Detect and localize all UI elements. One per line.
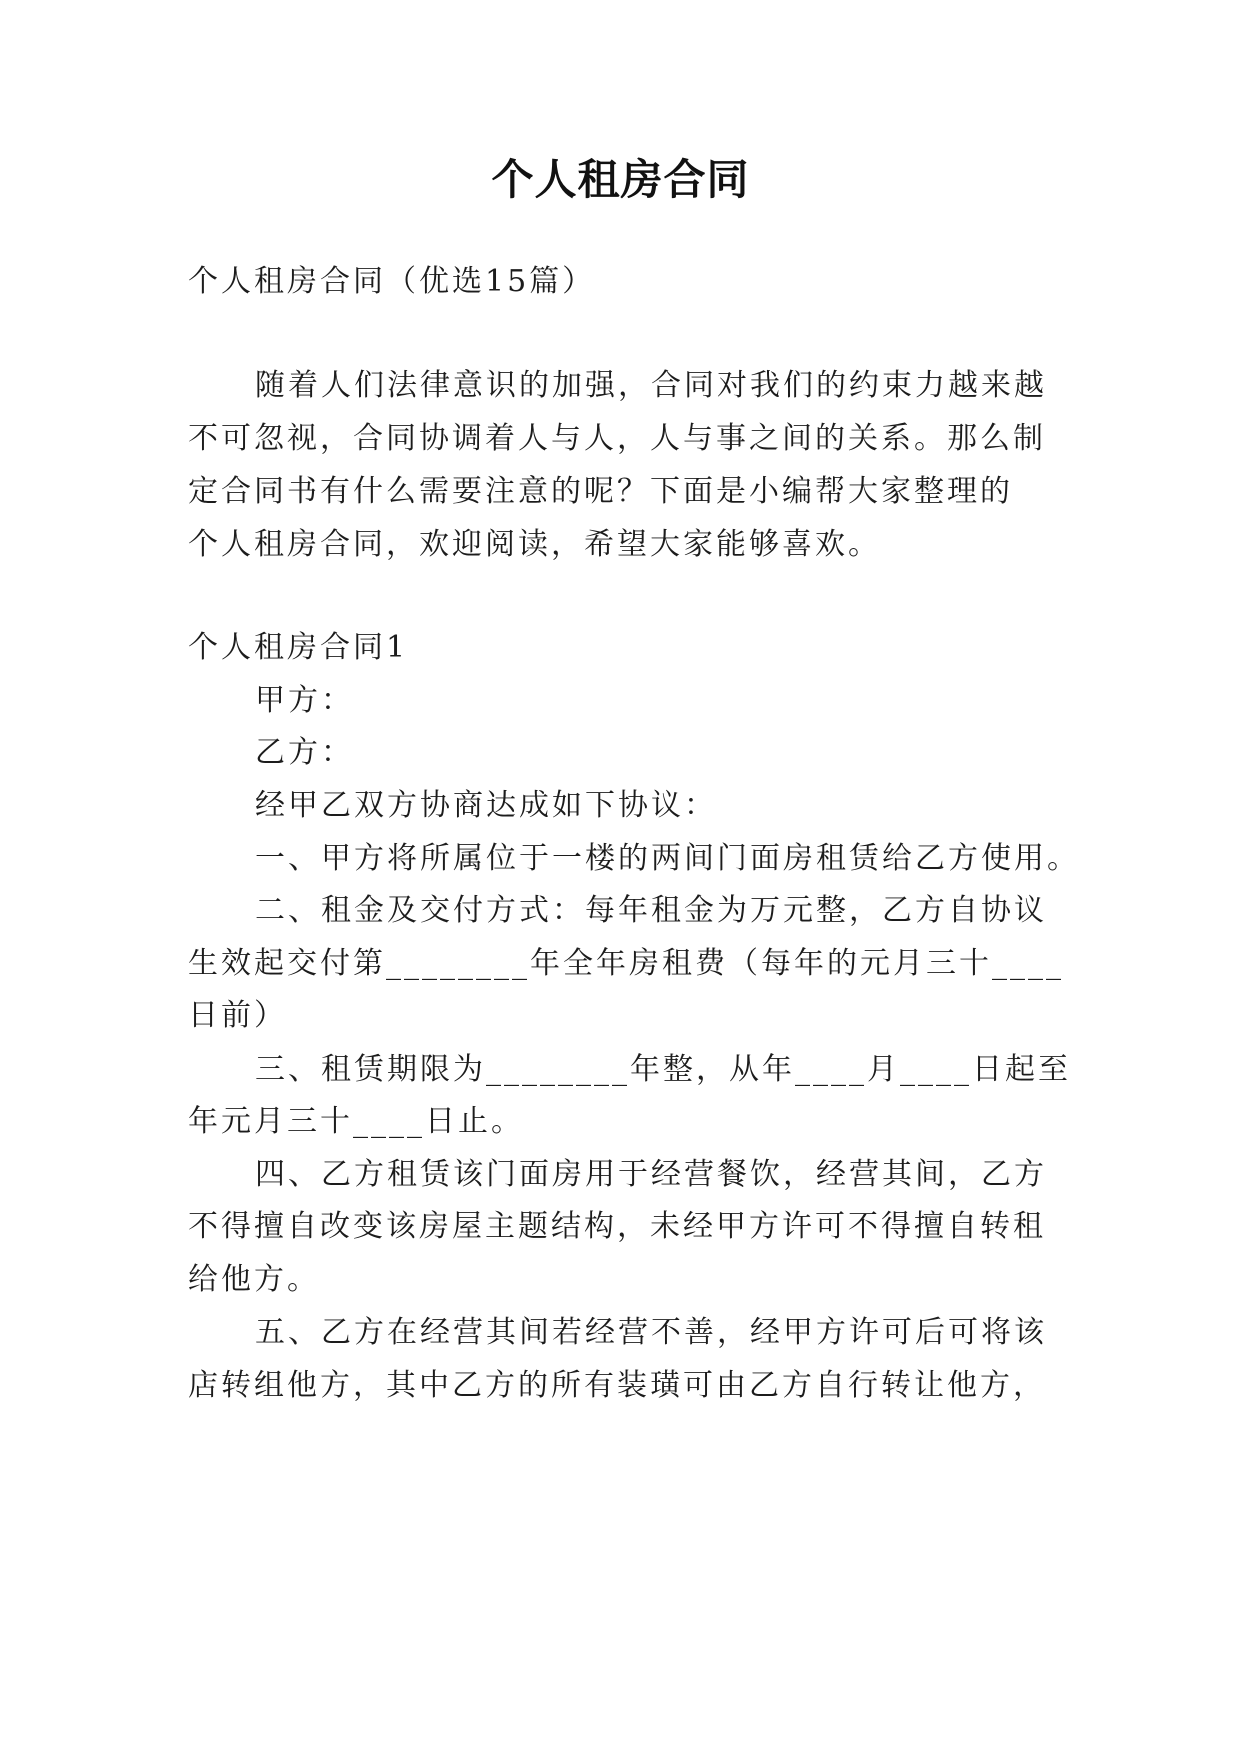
party-a-line: 甲方： [255,683,354,718]
clause-1-line-1: 一、甲方将所属位于一楼的两间门面房租赁给乙方使用。 [255,841,1080,876]
clause-3-line-2: 年元月三十____日止。 [188,1104,524,1139]
clause-4-line-3: 给他方。 [188,1262,320,1297]
intro-line-3: 定合同书有什么需要注意的呢？下面是小编帮大家整理的 [188,474,1013,509]
clause-5-line-1: 五、乙方在经营其间若经营不善，经甲方许可后可将该 [255,1315,1047,1350]
document-title: 个人租房合同 [491,155,750,204]
clause-5-line-2: 店转组他方，其中乙方的所有装璜可由乙方自行转让他方， [188,1368,1046,1403]
section-heading: 个人租房合同1 [188,630,409,665]
clause-4-line-2: 不得擅自改变该房屋主题结构，未经甲方许可不得擅自转租 [188,1209,1046,1244]
intro-line-2: 不可忽视，合同协调着人与人，人与事之间的关系。那么制 [188,421,1046,456]
clause-2-line-3: 日前） [188,998,287,1033]
intro-line-1: 随着人们法律意识的加强，合同对我们的约束力越来越 [255,368,1047,403]
document-subtitle: 个人租房合同（优选15篇） [188,264,596,299]
clause-4-line-1: 四、乙方租赁该门面房用于经营餐饮，经营其间，乙方 [255,1157,1047,1192]
clause-3-line-1: 三、租赁期限为________年整，从年____月____日起至 [255,1052,1071,1087]
agreement-intro-line: 经甲乙双方协商达成如下协议： [255,788,717,823]
party-b-line: 乙方： [255,735,354,770]
intro-line-4: 个人租房合同，欢迎阅读，希望大家能够喜欢。 [188,527,881,562]
clause-2-line-2: 生效起交付第________年全年房租费（每年的元月三十____ [188,946,1064,981]
clause-2-line-1: 二、租金及交付方式：每年租金为万元整，乙方自协议 [255,893,1047,928]
